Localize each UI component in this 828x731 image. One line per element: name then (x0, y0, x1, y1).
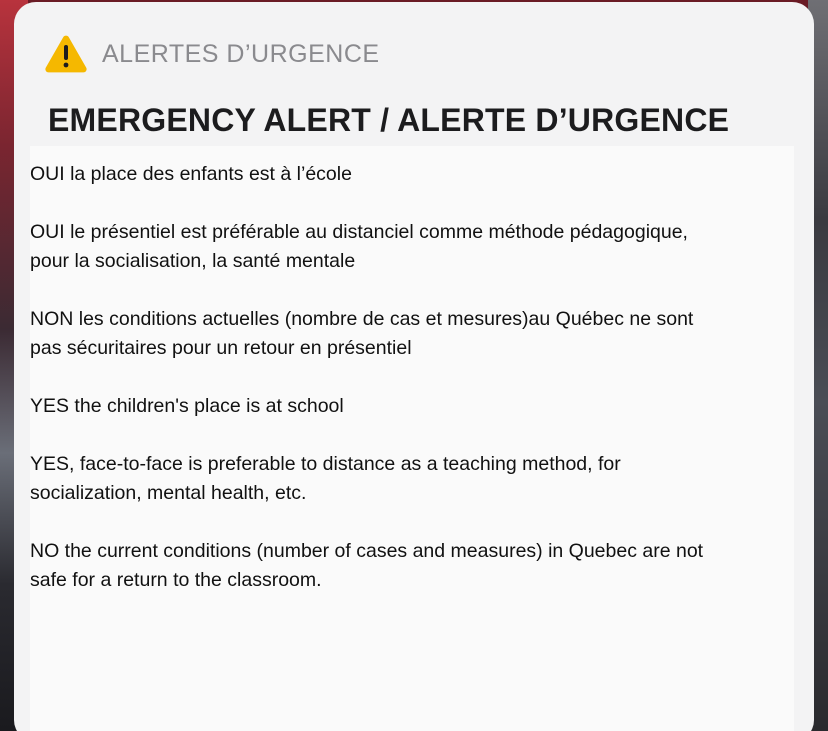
message-paragraph: NON les conditions actuelles (nombre de cas et mesures)au Québec ne sont pas sécuritaires pour un retour en présentiel (30, 308, 694, 359)
message-paragraph: OUI le présentiel est préférable au distanciel comme méthode pédagogique, pour la socialisation, la santé mentale (30, 221, 688, 272)
notification-header (44, 32, 380, 76)
app-name: ALERTES D’URGENCE (102, 39, 380, 68)
message-paragraph: OUI la place des enfants est à l’école (30, 163, 352, 185)
alert-message-body (30, 146, 794, 731)
message-paragraph: NO the current conditions (number of cases and measures) in Quebec are not safe for a return to the classroom. (30, 540, 704, 591)
message-paragraph: YES the children's place is at school (30, 395, 344, 417)
message-paragraph: YES, face-to-face is preferable to distance as a teaching method, for socialization, mental health, etc. (30, 453, 621, 504)
warning-triangle-icon (44, 34, 88, 74)
emergency-alert-notification[interactable] (14, 2, 814, 731)
alert-title: EMERGENCY ALERT / ALERTE D’URGENCE (48, 102, 730, 138)
alert-message (30, 146, 794, 595)
